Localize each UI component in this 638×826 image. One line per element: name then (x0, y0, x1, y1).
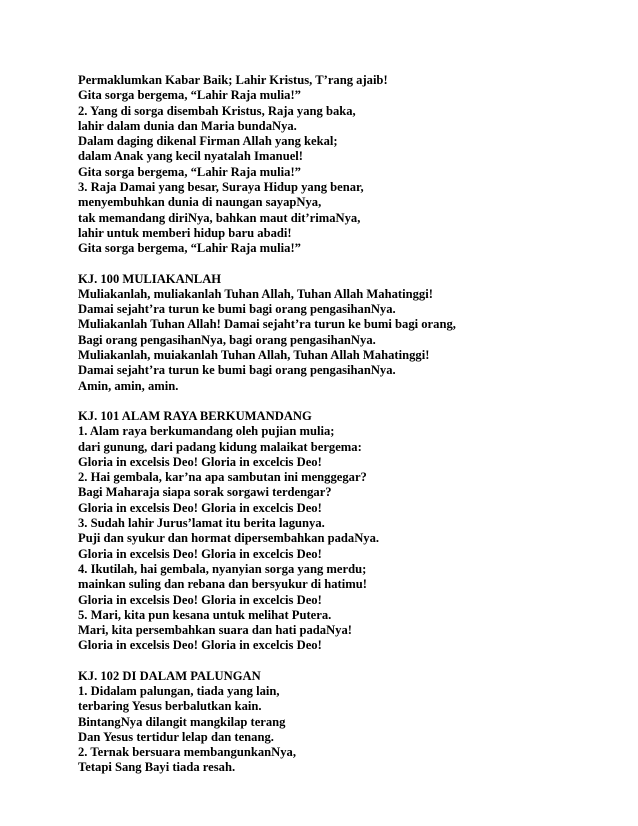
section-spacer (78, 257, 618, 272)
verse-line: Gita sorga bergema, “Lahir Raja mulia!” (78, 164, 301, 179)
verse-line: Muliakanlah, muiakanlah Tuhan Allah, Tuhan Allah Mahatinggi! (78, 348, 430, 363)
verse-line: mainkan suling dan rebana dan bersyukur di hatimu! (78, 577, 367, 592)
verse-line: Gloria in excelsis Deo! Gloria in excelcis Deo! (78, 500, 322, 515)
verse-line: Amin, amin, amin. (78, 378, 179, 393)
verse-line: lahir untuk memberi hidup baru abadi! (78, 225, 292, 240)
hymn-heading: KJ. 100 MULIAKANLAH (78, 271, 222, 286)
verse-line: Permaklumkan Kabar Baik; Lahir Kristus, T’rang ajaib! (78, 73, 388, 87)
hymn-kj-101 (78, 409, 618, 654)
verse-line: Gita sorga bergema, “Lahir Raja mulia!” (78, 241, 301, 256)
verse-line: BintangNya dilangit mangkilap terang (78, 714, 286, 729)
verse-line: Gloria in excelsis Deo! Gloria in excelcis Deo! (78, 454, 322, 469)
verse-line: Muliakanlah Tuhan Allah! Damai sejaht’ra turun ke bumi bagi orang, (78, 317, 456, 332)
verse-line: Gloria in excelsis Deo! Gloria in excelcis Deo! (78, 546, 322, 561)
verse-line: 3. Sudah lahir Jurus’lamat itu berita lagunya. (78, 516, 325, 531)
verse-line: 3. Raja Damai yang besar, Suraya Hidup yang benar, (78, 180, 364, 195)
verse-line: tak memandang diriNya, bahkan maut dit’rimaNya, (78, 210, 361, 225)
section-spacer (78, 654, 618, 669)
verse-line: 1. Didalam palungan, tiada yang lain, (78, 683, 280, 698)
verse-line: dalam Anak yang kecil nyatalah Imanuel! (78, 149, 303, 164)
document-page (78, 73, 618, 776)
verse-line: Dalam daging dikenal Firman Allah yang kekal; (78, 134, 338, 149)
verse-line: 1. Alam raya berkumandang oleh pujian mulia; (78, 424, 335, 439)
verse-line: terbaring Yesus berbalutkan kain. (78, 699, 262, 714)
section-spacer (78, 394, 618, 409)
verse-line: 4. Ikutilah, hai gembala, nyanyian sorga yang merdu; (78, 561, 367, 576)
verse-line: Gloria in excelsis Deo! Gloria in excelcis Deo! (78, 592, 322, 607)
verse-line: Muliakanlah, muliakanlah Tuhan Allah, Tuhan Allah Mahatinggi! (78, 286, 433, 301)
verse-line: 2. Yang di sorga disembah Kristus, Raja yang baka, (78, 103, 356, 118)
verse-line: Gita sorga bergema, “Lahir Raja mulia!” (78, 88, 301, 103)
verse-line: lahir dalam dunia dan Maria bundaNya. (78, 118, 297, 133)
verse-line: Bagi Maharaja siapa sorak sorgawi terdengar? (78, 485, 332, 500)
verse-line: Dan Yesus tertidur lelap dan tenang. (78, 729, 274, 744)
verse-line: Gloria in excelsis Deo! Gloria in excelcis Deo! (78, 638, 322, 653)
verse-line: Bagi orang pengasihanNya, bagi orang pengasihanNya. (78, 332, 376, 347)
hymn-kj-100 (78, 272, 618, 394)
hymn-continuation (78, 73, 618, 257)
verse-line: dari gunung, dari padang kidung malaikat bergema: (78, 439, 362, 454)
verse-line: 2. Hai gembala, kar’na apa sambutan ini menggegar? (78, 470, 367, 485)
hymn-heading: KJ. 102 DI DALAM PALUNGAN (78, 668, 261, 683)
verse-line: menyembuhkan dunia di naungan sayapNya, (78, 195, 322, 210)
hymn-heading: KJ. 101 ALAM RAYA BERKUMANDANG (78, 408, 312, 423)
verse-line: Damai sejaht’ra turun ke bumi bagi orang pengasihanNya. (78, 302, 396, 317)
verse-line: Puji dan syukur dan hormat dipersembahkan padaNya. (78, 531, 380, 546)
verse-line: Damai sejaht’ra turun ke bumi bagi orang pengasihanNya. (78, 363, 396, 378)
verse-line: 2. Ternak bersuara membangunkanNya, (78, 745, 296, 760)
hymn-kj-102 (78, 669, 618, 776)
verse-line: Tetapi Sang Bayi tiada resah. (78, 760, 236, 775)
verse-line: Mari, kita persembahkan suara dan hati padaNya! (78, 623, 352, 638)
verse-line: 5. Mari, kita pun kesana untuk melihat Putera. (78, 607, 332, 622)
